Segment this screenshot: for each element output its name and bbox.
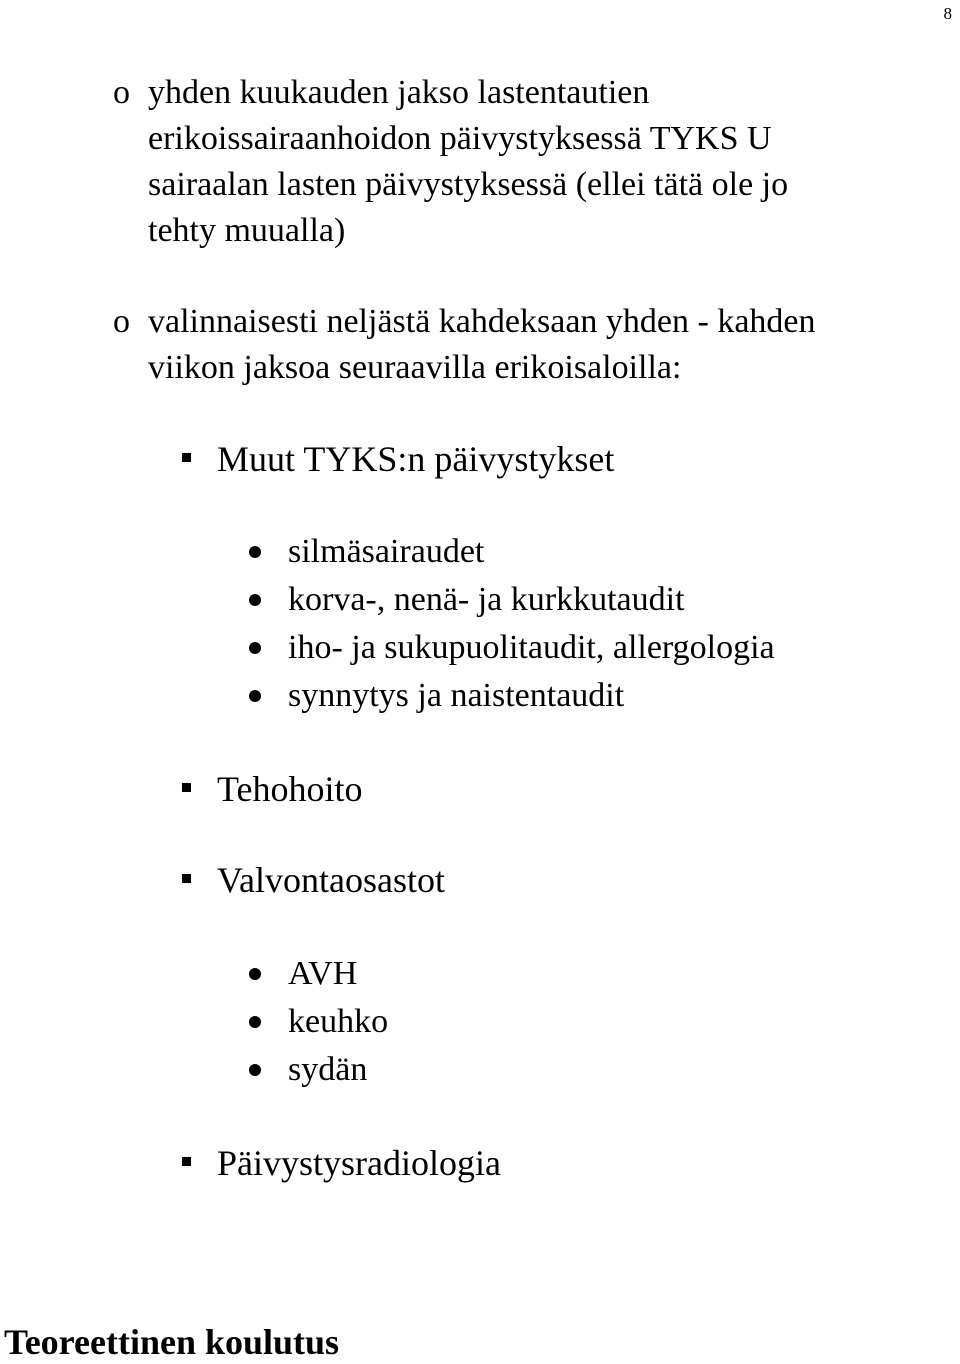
bullet-dot-icon: [249, 690, 261, 702]
bullet-dot-icon: [249, 546, 261, 558]
list-item-line: erikoissairaanhoidon päivystyksessä TYKS U: [148, 120, 772, 157]
square-bullet-icon: [182, 783, 191, 792]
list-marker-o: o: [113, 303, 130, 340]
section-title: Teoreettinen koulutus: [4, 1322, 340, 1362]
square-bullet-icon: [182, 874, 191, 883]
list-item-line: valinnaisesti neljästä kahdeksaan yhden - kahden: [148, 303, 816, 340]
section-heading: Päivystysradiologia: [217, 1143, 501, 1183]
list-item: sydän: [288, 1051, 368, 1088]
list-item: iho- ja sukupuolitaudit, allergologia: [288, 629, 775, 666]
page-number: 8: [943, 4, 952, 23]
list-item: synnytys ja naistentaudit: [288, 677, 625, 714]
list-item-line: viikon jaksoa seuraavilla erikoisaloilla:: [148, 349, 682, 386]
list-item-line: sairaalan lasten päivystyksessä (ellei tätä ole jo: [148, 166, 789, 203]
list-marker-o: o: [113, 74, 130, 111]
bullet-dot-icon: [249, 1016, 261, 1028]
section-heading: Tehohoito: [217, 769, 363, 809]
list-item: keuhko: [288, 1003, 389, 1040]
square-bullet-icon: [182, 1157, 191, 1166]
section-heading: Valvontaosastot: [217, 860, 445, 900]
bullet-dot-icon: [249, 1064, 261, 1076]
list-item: silmäsairaudet: [288, 533, 485, 570]
list-item-line: yhden kuukauden jakso lastentautien: [148, 74, 650, 111]
list-item: AVH: [288, 955, 358, 992]
bullet-dot-icon: [249, 594, 261, 606]
square-bullet-icon: [182, 453, 191, 462]
bullet-dot-icon: [249, 642, 261, 654]
bullet-dot-icon: [249, 968, 261, 980]
list-item-line: tehty muualla): [148, 212, 346, 249]
section-heading: Muut TYKS:n päivystykset: [217, 439, 615, 479]
list-item: korva-, nenä- ja kurkkutaudit: [288, 581, 685, 618]
